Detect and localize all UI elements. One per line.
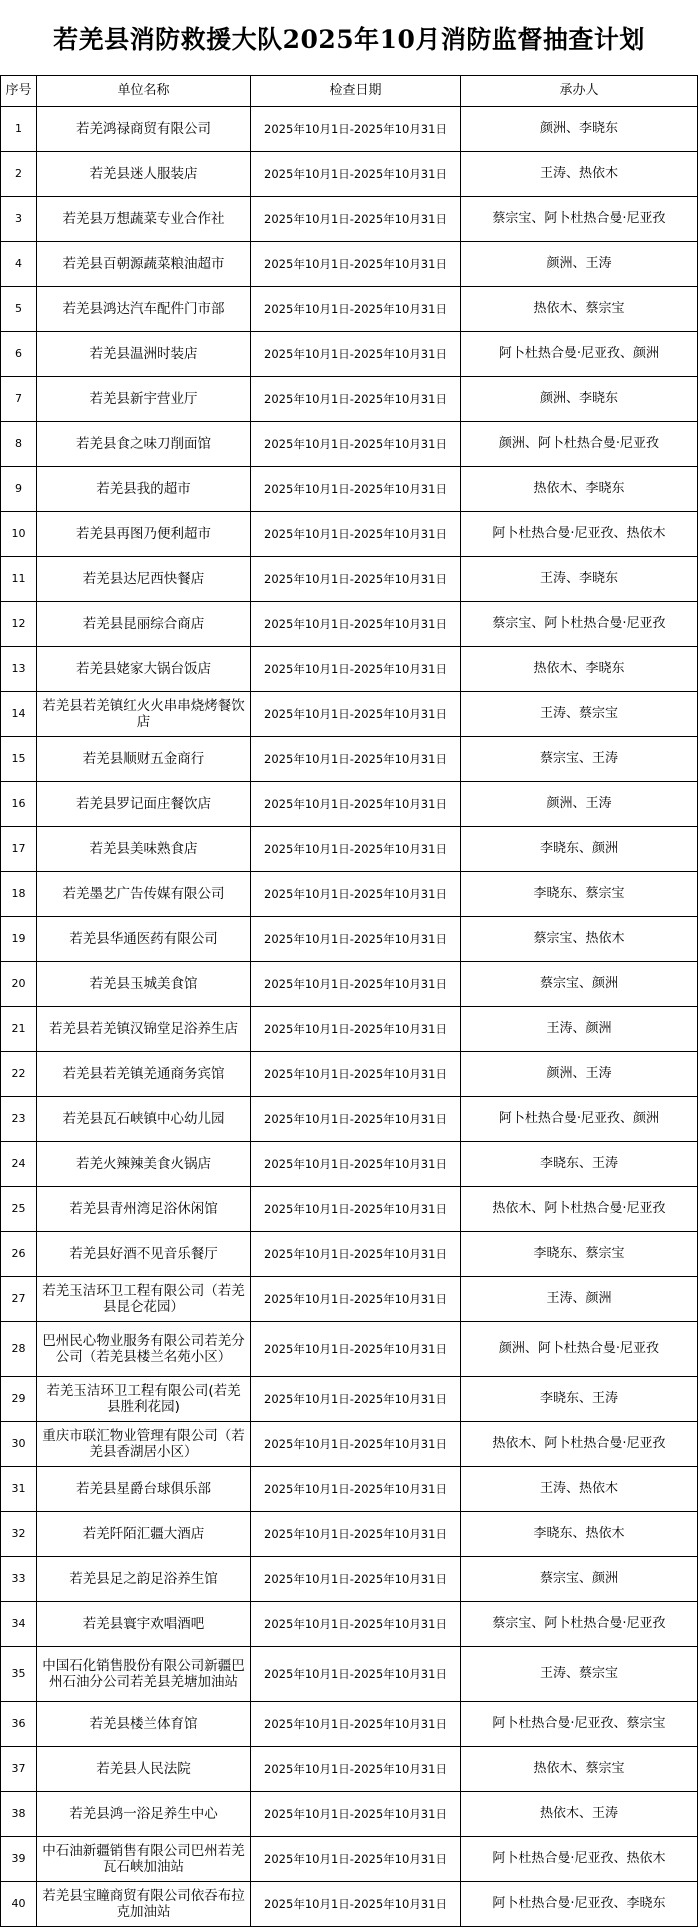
table-row bbox=[1, 467, 698, 512]
unit-name: 巴州民心物业服务有限公司若羌分公司（若羌县楼兰名苑小区） bbox=[37, 1322, 251, 1377]
table-row bbox=[1, 1142, 698, 1187]
unit-name: 若羌县迷人服装店 bbox=[37, 152, 251, 197]
row-number: 39 bbox=[1, 1837, 37, 1882]
unit-name: 若羌县足之韵足浴养生馆 bbox=[37, 1557, 251, 1602]
unit-name: 若羌县百朝源蔬菜粮油超市 bbox=[37, 242, 251, 287]
handler: 热依木、蔡宗宝 bbox=[461, 287, 698, 332]
handler: 热依木、蔡宗宝 bbox=[461, 1747, 698, 1792]
inspection-date: 2025年10月1日-2025年10月31日 bbox=[251, 152, 461, 197]
row-number: 30 bbox=[1, 1422, 37, 1467]
row-number: 13 bbox=[1, 647, 37, 692]
row-number: 7 bbox=[1, 377, 37, 422]
table-row bbox=[1, 1097, 698, 1142]
table-row bbox=[1, 557, 698, 602]
inspection-date: 2025年10月1日-2025年10月31日 bbox=[251, 1882, 461, 1927]
inspection-date: 2025年10月1日-2025年10月31日 bbox=[251, 1322, 461, 1377]
page-title: 若羌县消防救援大队2025年10月消防监督抽查计划 bbox=[53, 24, 645, 54]
row-number: 12 bbox=[1, 602, 37, 647]
table-row bbox=[1, 1512, 698, 1557]
handler: 李晓东、热依木 bbox=[461, 1512, 698, 1557]
table-row bbox=[1, 332, 698, 377]
handler: 颜洲、阿卜杜热合曼·尼亚孜 bbox=[461, 1322, 698, 1377]
unit-name: 若羌县青州湾足浴休闲馆 bbox=[37, 1187, 251, 1232]
table-row bbox=[1, 827, 698, 872]
handler: 热依木、阿卜杜热合曼·尼亚孜 bbox=[461, 1187, 698, 1232]
table-row bbox=[1, 1792, 698, 1837]
row-number: 28 bbox=[1, 1322, 37, 1377]
row-number: 15 bbox=[1, 737, 37, 782]
inspection-date: 2025年10月1日-2025年10月31日 bbox=[251, 602, 461, 647]
table-row bbox=[1, 602, 698, 647]
table-row bbox=[1, 287, 698, 332]
unit-name: 中国石化销售股份有限公司新疆巴州石油分公司若羌县羌塘加油站 bbox=[37, 1647, 251, 1702]
unit-name: 若羌县万想蔬菜专业合作社 bbox=[37, 197, 251, 242]
inspection-date: 2025年10月1日-2025年10月31日 bbox=[251, 1467, 461, 1512]
unit-name: 若羌县玉城美食馆 bbox=[37, 962, 251, 1007]
row-number: 3 bbox=[1, 197, 37, 242]
table-row bbox=[1, 1747, 698, 1792]
row-number: 16 bbox=[1, 782, 37, 827]
unit-name: 若羌县达尼西快餐店 bbox=[37, 557, 251, 602]
unit-name: 若羌玉洁环卫工程有限公司（若羌县昆仑花园） bbox=[37, 1277, 251, 1322]
inspection-date: 2025年10月1日-2025年10月31日 bbox=[251, 287, 461, 332]
unit-name: 若羌县星爵台球俱乐部 bbox=[37, 1467, 251, 1512]
handler: 颜洲、阿卜杜热合曼·尼亚孜 bbox=[461, 422, 698, 467]
handler: 热依木、李晓东 bbox=[461, 467, 698, 512]
handler: 李晓东、王涛 bbox=[461, 1377, 698, 1422]
unit-name: 若羌玉洁环卫工程有限公司(若羌县胜利花园) bbox=[37, 1377, 251, 1422]
row-number: 33 bbox=[1, 1557, 37, 1602]
row-number: 37 bbox=[1, 1747, 37, 1792]
inspection-plan-table bbox=[0, 75, 698, 1927]
unit-name: 若羌县姥家大锅台饭店 bbox=[37, 647, 251, 692]
unit-name: 若羌县人民法院 bbox=[37, 1747, 251, 1792]
inspection-date: 2025年10月1日-2025年10月31日 bbox=[251, 647, 461, 692]
inspection-date: 2025年10月1日-2025年10月31日 bbox=[251, 1557, 461, 1602]
unit-name: 若羌县好酒不见音乐餐厅 bbox=[37, 1232, 251, 1277]
handler: 蔡宗宝、颜洲 bbox=[461, 1557, 698, 1602]
row-number: 26 bbox=[1, 1232, 37, 1277]
row-number: 19 bbox=[1, 917, 37, 962]
unit-name: 若羌县宝瞳商贸有限公司依吞布拉克加油站 bbox=[37, 1882, 251, 1927]
table-row bbox=[1, 1232, 698, 1277]
handler: 李晓东、蔡宗宝 bbox=[461, 1232, 698, 1277]
unit-name: 若羌县鸿一浴足养生中心 bbox=[37, 1792, 251, 1837]
row-number: 8 bbox=[1, 422, 37, 467]
unit-name: 若羌县再图乃便利超市 bbox=[37, 512, 251, 557]
row-number: 35 bbox=[1, 1647, 37, 1702]
inspection-date: 2025年10月1日-2025年10月31日 bbox=[251, 962, 461, 1007]
row-number: 10 bbox=[1, 512, 37, 557]
inspection-date: 2025年10月1日-2025年10月31日 bbox=[251, 1837, 461, 1882]
table-row bbox=[1, 692, 698, 737]
table-row bbox=[1, 1187, 698, 1232]
handler: 阿卜杜热合曼·尼亚孜、热依木 bbox=[461, 1837, 698, 1882]
table-row bbox=[1, 1557, 698, 1602]
row-number: 2 bbox=[1, 152, 37, 197]
inspection-date: 2025年10月1日-2025年10月31日 bbox=[251, 197, 461, 242]
handler: 王涛、李晓东 bbox=[461, 557, 698, 602]
handler: 王涛、蔡宗宝 bbox=[461, 692, 698, 737]
header-person: 承办人 bbox=[461, 76, 698, 107]
table-row bbox=[1, 197, 698, 242]
header-unit: 单位名称 bbox=[37, 76, 251, 107]
handler: 阿卜杜热合曼·尼亚孜、颜洲 bbox=[461, 1097, 698, 1142]
handler: 阿卜杜热合曼·尼亚孜、李晓东 bbox=[461, 1882, 698, 1927]
handler: 李晓东、王涛 bbox=[461, 1142, 698, 1187]
row-number: 4 bbox=[1, 242, 37, 287]
table-row bbox=[1, 1052, 698, 1097]
table-row bbox=[1, 737, 698, 782]
row-number: 18 bbox=[1, 872, 37, 917]
table-row bbox=[1, 1377, 698, 1422]
table-row bbox=[1, 422, 698, 467]
table-row bbox=[1, 647, 698, 692]
row-number: 38 bbox=[1, 1792, 37, 1837]
unit-name: 若羌县罗记面庄餐饮店 bbox=[37, 782, 251, 827]
unit-name: 若羌火辣辣美食火锅店 bbox=[37, 1142, 251, 1187]
unit-name: 若羌县鸿达汽车配件门市部 bbox=[37, 287, 251, 332]
table-row bbox=[1, 107, 698, 152]
unit-name: 中石油新疆销售有限公司巴州若羌瓦石峡加油站 bbox=[37, 1837, 251, 1882]
table-row bbox=[1, 1322, 698, 1377]
handler: 王涛、颜洲 bbox=[461, 1007, 698, 1052]
handler: 蔡宗宝、阿卜杜热合曼·尼亚孜 bbox=[461, 1602, 698, 1647]
unit-name: 若羌县顺财五金商行 bbox=[37, 737, 251, 782]
handler: 颜洲、王涛 bbox=[461, 242, 698, 287]
row-number: 21 bbox=[1, 1007, 37, 1052]
row-number: 31 bbox=[1, 1467, 37, 1512]
row-number: 32 bbox=[1, 1512, 37, 1557]
handler: 颜洲、李晓东 bbox=[461, 377, 698, 422]
table-row bbox=[1, 1882, 698, 1927]
row-number: 23 bbox=[1, 1097, 37, 1142]
handler: 热依木、李晓东 bbox=[461, 647, 698, 692]
handler: 王涛、蔡宗宝 bbox=[461, 1647, 698, 1702]
table-row bbox=[1, 917, 698, 962]
inspection-date: 2025年10月1日-2025年10月31日 bbox=[251, 332, 461, 377]
handler: 王涛、颜洲 bbox=[461, 1277, 698, 1322]
unit-name: 若羌县华通医药有限公司 bbox=[37, 917, 251, 962]
table-row bbox=[1, 1702, 698, 1747]
unit-name: 若羌阡陌汇疆大酒店 bbox=[37, 1512, 251, 1557]
header-date: 检查日期 bbox=[251, 76, 461, 107]
table-row bbox=[1, 872, 698, 917]
row-number: 27 bbox=[1, 1277, 37, 1322]
table-row bbox=[1, 1602, 698, 1647]
table-row bbox=[1, 1422, 698, 1467]
inspection-date: 2025年10月1日-2025年10月31日 bbox=[251, 1232, 461, 1277]
inspection-date: 2025年10月1日-2025年10月31日 bbox=[251, 1602, 461, 1647]
row-number: 34 bbox=[1, 1602, 37, 1647]
inspection-date: 2025年10月1日-2025年10月31日 bbox=[251, 917, 461, 962]
inspection-date: 2025年10月1日-2025年10月31日 bbox=[251, 1422, 461, 1467]
handler: 颜洲、王涛 bbox=[461, 782, 698, 827]
handler: 蔡宗宝、颜洲 bbox=[461, 962, 698, 1007]
unit-name: 若羌县新宇营业厅 bbox=[37, 377, 251, 422]
unit-name: 若羌县若羌镇红火火串串烧烤餐饮店 bbox=[37, 692, 251, 737]
inspection-date: 2025年10月1日-2025年10月31日 bbox=[251, 1277, 461, 1322]
table-row bbox=[1, 512, 698, 557]
inspection-date: 2025年10月1日-2025年10月31日 bbox=[251, 557, 461, 602]
unit-name: 若羌县瓦石峡镇中心幼儿园 bbox=[37, 1097, 251, 1142]
table-row bbox=[1, 1837, 698, 1882]
handler: 颜洲、王涛 bbox=[461, 1052, 698, 1097]
handler: 王涛、热依木 bbox=[461, 1467, 698, 1512]
handler: 蔡宗宝、热依木 bbox=[461, 917, 698, 962]
unit-name: 若羌县楼兰体育馆 bbox=[37, 1702, 251, 1747]
inspection-date: 2025年10月1日-2025年10月31日 bbox=[251, 782, 461, 827]
inspection-date: 2025年10月1日-2025年10月31日 bbox=[251, 242, 461, 287]
inspection-date: 2025年10月1日-2025年10月31日 bbox=[251, 107, 461, 152]
inspection-date: 2025年10月1日-2025年10月31日 bbox=[251, 1142, 461, 1187]
table-body bbox=[1, 107, 698, 1927]
table-row bbox=[1, 152, 698, 197]
inspection-date: 2025年10月1日-2025年10月31日 bbox=[251, 512, 461, 557]
unit-name: 若羌县食之味刀削面馆 bbox=[37, 422, 251, 467]
table-row bbox=[1, 1277, 698, 1322]
handler: 阿卜杜热合曼·尼亚孜、热依木 bbox=[461, 512, 698, 557]
inspection-date: 2025年10月1日-2025年10月31日 bbox=[251, 1052, 461, 1097]
row-number: 14 bbox=[1, 692, 37, 737]
row-number: 11 bbox=[1, 557, 37, 602]
inspection-date: 2025年10月1日-2025年10月31日 bbox=[251, 1747, 461, 1792]
table-row bbox=[1, 1467, 698, 1512]
row-number: 36 bbox=[1, 1702, 37, 1747]
handler: 王涛、热依木 bbox=[461, 152, 698, 197]
inspection-date: 2025年10月1日-2025年10月31日 bbox=[251, 1007, 461, 1052]
handler: 蔡宗宝、阿卜杜热合曼·尼亚孜 bbox=[461, 602, 698, 647]
unit-name: 若羌县温洲时装店 bbox=[37, 332, 251, 377]
inspection-date: 2025年10月1日-2025年10月31日 bbox=[251, 467, 461, 512]
row-number: 20 bbox=[1, 962, 37, 1007]
inspection-date: 2025年10月1日-2025年10月31日 bbox=[251, 737, 461, 782]
unit-name: 重庆市联汇物业管理有限公司（若羌县香湖居小区） bbox=[37, 1422, 251, 1467]
inspection-date: 2025年10月1日-2025年10月31日 bbox=[251, 422, 461, 467]
row-number: 40 bbox=[1, 1882, 37, 1927]
row-number: 17 bbox=[1, 827, 37, 872]
handler: 颜洲、李晓东 bbox=[461, 107, 698, 152]
inspection-date: 2025年10月1日-2025年10月31日 bbox=[251, 377, 461, 422]
table-row bbox=[1, 962, 698, 1007]
inspection-date: 2025年10月1日-2025年10月31日 bbox=[251, 827, 461, 872]
unit-name: 若羌县我的超市 bbox=[37, 467, 251, 512]
row-number: 22 bbox=[1, 1052, 37, 1097]
inspection-date: 2025年10月1日-2025年10月31日 bbox=[251, 1792, 461, 1837]
inspection-date: 2025年10月1日-2025年10月31日 bbox=[251, 1187, 461, 1232]
handler: 蔡宗宝、阿卜杜热合曼·尼亚孜 bbox=[461, 197, 698, 242]
row-number: 9 bbox=[1, 467, 37, 512]
inspection-date: 2025年10月1日-2025年10月31日 bbox=[251, 872, 461, 917]
unit-name: 若羌县寰宇欢唱酒吧 bbox=[37, 1602, 251, 1647]
unit-name: 若羌鸿禄商贸有限公司 bbox=[37, 107, 251, 152]
handler: 蔡宗宝、王涛 bbox=[461, 737, 698, 782]
row-number: 25 bbox=[1, 1187, 37, 1232]
inspection-date: 2025年10月1日-2025年10月31日 bbox=[251, 1512, 461, 1557]
handler: 李晓东、蔡宗宝 bbox=[461, 872, 698, 917]
row-number: 5 bbox=[1, 287, 37, 332]
table-row bbox=[1, 782, 698, 827]
inspection-date: 2025年10月1日-2025年10月31日 bbox=[251, 692, 461, 737]
table-row bbox=[1, 377, 698, 422]
row-number: 6 bbox=[1, 332, 37, 377]
row-number: 24 bbox=[1, 1142, 37, 1187]
unit-name: 若羌县昆丽综合商店 bbox=[37, 602, 251, 647]
handler: 热依木、王涛 bbox=[461, 1792, 698, 1837]
handler: 热依木、阿卜杜热合曼·尼亚孜 bbox=[461, 1422, 698, 1467]
table-row bbox=[1, 1647, 698, 1702]
inspection-date: 2025年10月1日-2025年10月31日 bbox=[251, 1097, 461, 1142]
unit-name: 若羌县若羌镇汉锦堂足浴养生店 bbox=[37, 1007, 251, 1052]
handler: 阿卜杜热合曼·尼亚孜、颜洲 bbox=[461, 332, 698, 377]
table-row bbox=[1, 242, 698, 287]
unit-name: 若羌县若羌镇羌通商务宾馆 bbox=[37, 1052, 251, 1097]
inspection-date: 2025年10月1日-2025年10月31日 bbox=[251, 1702, 461, 1747]
table-header-row bbox=[1, 76, 698, 107]
unit-name: 若羌县美味熟食店 bbox=[37, 827, 251, 872]
table-row bbox=[1, 1007, 698, 1052]
row-number: 29 bbox=[1, 1377, 37, 1422]
handler: 阿卜杜热合曼·尼亚孜、蔡宗宝 bbox=[461, 1702, 698, 1747]
inspection-date: 2025年10月1日-2025年10月31日 bbox=[251, 1377, 461, 1422]
row-number: 1 bbox=[1, 107, 37, 152]
header-no: 序号 bbox=[1, 76, 37, 107]
inspection-date: 2025年10月1日-2025年10月31日 bbox=[251, 1647, 461, 1702]
handler: 李晓东、颜洲 bbox=[461, 827, 698, 872]
unit-name: 若羌墨艺广告传媒有限公司 bbox=[37, 872, 251, 917]
